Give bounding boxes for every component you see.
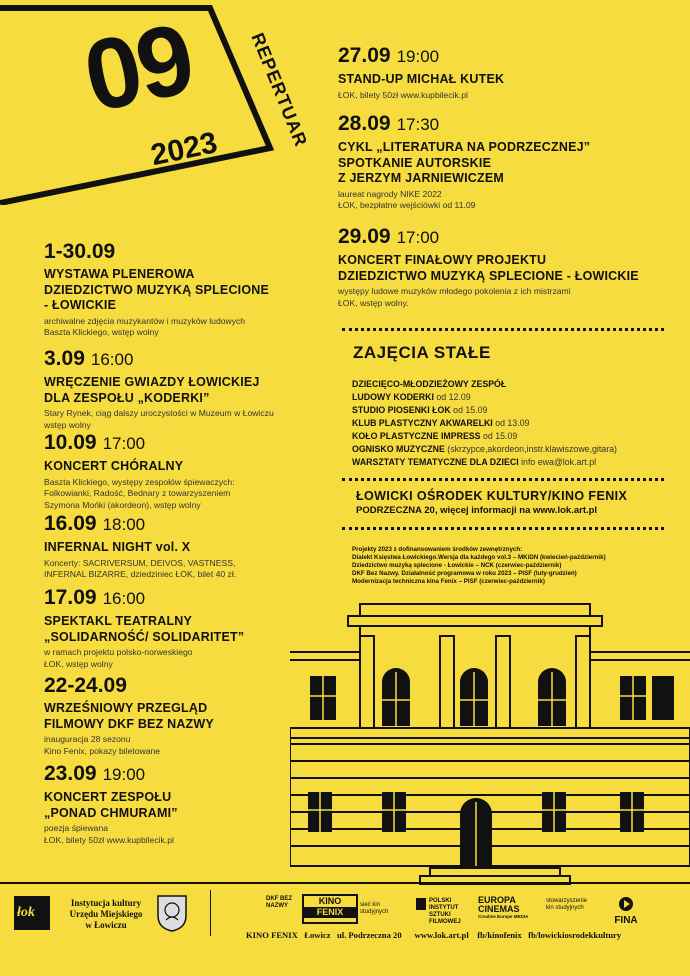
event-time: 17:00 xyxy=(396,228,440,247)
pisf-mark-icon xyxy=(416,898,426,910)
stale-note: info ewa@lok.art.pl xyxy=(518,457,597,467)
separator-3 xyxy=(342,527,664,530)
project-line: Modernizacja techniczna kina Fenix – PISF (czerwiec-październik) xyxy=(352,578,545,585)
event-date xyxy=(44,431,294,456)
event-date-text: 10.09 xyxy=(44,431,97,454)
kino-logo-text: KINO xyxy=(318,896,342,906)
event-description: Szymona Mońki (akordeon), wstęp wolny xyxy=(44,499,201,510)
stale-name: LUDOWY KODERKI xyxy=(352,392,434,402)
event-description: Baszta Klickiego, występy zespołów śpiewaczych: xyxy=(44,476,235,487)
dkf-logo-text: DKF BEZ NAZWY xyxy=(266,896,292,909)
event-description: poezja śpiewana xyxy=(44,823,109,833)
stale-row xyxy=(352,391,617,404)
event-description: Baszta Klickiego, wstęp wolny xyxy=(44,327,159,337)
event-title: KONCERT ZESPOŁU xyxy=(44,790,172,804)
event-time: 17:30 xyxy=(396,115,440,134)
stale-name: DZIECIĘCO-MŁODZIEŻOWY ZESPÓŁ xyxy=(352,379,507,389)
event-time: 18:00 xyxy=(102,515,146,534)
right-event xyxy=(338,112,668,212)
event-description: występy ludowe muzyków młodego pokolenia z ich mistrzami xyxy=(338,286,571,296)
event-time: 19:00 xyxy=(396,47,440,66)
event-description: INFERNAL BIZARRE, dziedziniec ŁOK, bilet 40 zł. xyxy=(44,569,237,579)
stale-name: OGNISKO MUZYCZNE xyxy=(352,444,445,454)
event-date xyxy=(44,674,294,698)
event-title: WRZEŚNIOWY PRZEGLĄD xyxy=(44,701,208,715)
right-event xyxy=(338,225,668,309)
projects-list xyxy=(352,546,606,586)
stale-heading: ZAJĘCIA STAŁE xyxy=(353,343,491,362)
left-event xyxy=(44,674,294,757)
event-date xyxy=(44,347,294,372)
stale-row xyxy=(352,417,617,430)
event-date-text: 23.09 xyxy=(44,762,97,785)
event-time: 17:00 xyxy=(102,434,146,453)
footer-divider xyxy=(210,890,211,936)
institution-text xyxy=(58,898,154,931)
city-crest-icon xyxy=(156,894,188,932)
institution-line: Urzędu Miejskiego xyxy=(69,909,143,919)
event-date-text: 1-30.09 xyxy=(44,240,116,263)
event-description: ŁOK, wstęp wolny. xyxy=(338,297,409,308)
event-title: KONCERT CHÓRALNY xyxy=(44,459,184,473)
event-title: DZIEDZICTWO MUZYKĄ SPLECIONE xyxy=(44,282,270,297)
event-title: „PONAD CHMURAMI” xyxy=(44,805,178,820)
stale-name: STUDIO PIOSENKI ŁOK xyxy=(352,405,451,415)
small-network-text: sieć kin studyjnych xyxy=(360,902,389,915)
stale-note: od 15.09 xyxy=(480,431,518,441)
small-network-logo xyxy=(360,902,400,916)
year-label: 2023 xyxy=(148,126,221,173)
stale-row xyxy=(352,443,617,456)
footer-rule xyxy=(0,882,690,884)
europa-logo-text: EUROPA CINEMAS xyxy=(478,895,520,914)
event-date xyxy=(44,512,294,537)
fina-logo-text: FINA xyxy=(614,915,638,926)
fenix-logo-text: FENIX xyxy=(304,907,356,918)
europa-sub-text: Creative Europe MEDIA xyxy=(478,914,529,919)
event-description: ŁOK, wstęp wolny xyxy=(44,658,113,669)
stale-list xyxy=(352,378,617,469)
event-description: laureat nagrody NIKE 2022 xyxy=(338,188,442,199)
month-number: 09 xyxy=(74,2,201,134)
repertuar-label: REPERTUAR xyxy=(247,30,312,150)
event-title: SPOTKANIE AUTORSKIE xyxy=(338,155,492,170)
lok-logo xyxy=(14,896,50,930)
left-event xyxy=(44,762,294,846)
pisf-logo-text: POLSKI INSTYTUT SZTUKI FILMOWEJ xyxy=(429,898,461,925)
project-line: Dziedzictwo muzyką splecione - Łowickie – NCK (czerwiec-październik) xyxy=(352,562,562,569)
kino-fenix-logo xyxy=(302,894,358,924)
footer-contact: KINO FENIX Łowicz ul. Podrzeczna 20 www.lok.art.pl fb/kinofenix fb/lowickiosrodekkultury xyxy=(246,930,622,940)
event-time: 16:00 xyxy=(90,350,134,369)
event-description: inauguracja 28 sezonu xyxy=(44,734,131,744)
project-line: Projekty 2023 z dofinansowaniem środków zewnętrznych: xyxy=(352,546,523,553)
stale-row xyxy=(352,404,617,417)
event-date xyxy=(44,762,294,787)
stale-note: od 13.09 xyxy=(492,418,530,428)
event-date xyxy=(338,44,668,69)
fina-logo xyxy=(604,896,648,927)
lok-logo-text: łok xyxy=(17,905,35,920)
event-description: Folkowianki, Radość, Bednary z towarzyszeniem xyxy=(44,488,231,498)
event-title: INFERNAL NIGHT vol. X xyxy=(44,540,191,554)
building-illustration xyxy=(290,596,690,886)
europa-cinemas-logo xyxy=(478,896,534,920)
event-title: Z JERZYM JARNIEWICZEM xyxy=(338,171,505,185)
event-date-text: 22-24.09 xyxy=(44,674,127,697)
event-title: WYSTAWA PLENEROWA xyxy=(44,267,195,281)
event-date xyxy=(44,586,294,611)
event-description: w ramach projektu polsko-norweskiego xyxy=(44,647,193,657)
left-event xyxy=(44,431,294,511)
institution-line: w Łowiczu xyxy=(85,920,127,930)
event-description: wstęp wolny xyxy=(44,419,91,430)
event-date-text: 29.09 xyxy=(338,225,391,248)
event-title: FILMOWY DKF BEZ NAZWY xyxy=(44,716,214,731)
institution-line: Instytucja kultury xyxy=(70,898,142,908)
left-event xyxy=(44,586,294,670)
event-title: DZIEDZICTWO MUZYKĄ SPLECIONE - ŁOWICKIE xyxy=(338,268,639,283)
left-event xyxy=(44,347,294,431)
stale-row xyxy=(352,430,617,443)
left-event xyxy=(44,240,294,339)
stale-name: KLUB PLASTYCZNY AKWARELKI xyxy=(352,418,493,428)
event-description: Koncerty: SACRIVERSUM, DEIVOS, VASTNESS, xyxy=(44,557,236,568)
stow-logo xyxy=(546,898,590,912)
event-date xyxy=(44,240,294,264)
event-description: archiwalne zdjęcia muzykantów i muzyków ludowych xyxy=(44,315,246,326)
event-date-text: 28.09 xyxy=(338,112,391,135)
stale-note: od 12.09 xyxy=(433,392,471,402)
event-date-text: 17.09 xyxy=(44,586,97,609)
event-title: SPEKTAKL TEATRALNY xyxy=(44,614,193,628)
event-date-text: 3.09 xyxy=(44,347,85,370)
event-date-text: 16.09 xyxy=(44,512,97,535)
event-date-text: 27.09 xyxy=(338,44,391,67)
event-date xyxy=(338,225,668,250)
center-line-1: ŁOWICKI OŚRODEK KULTURY/KINO FENIX xyxy=(356,489,628,503)
project-line: Dialekt Księstwa Łowickiego.Wersja dla każdego vol.3 – MKiDN (kwiecień-październik) xyxy=(352,554,606,561)
left-event xyxy=(44,512,294,581)
pisf-logo xyxy=(416,898,470,926)
center-line-2: PODRZECZNA 20, więcej informacji na www.lok.art.pl xyxy=(356,505,598,516)
event-date xyxy=(338,112,668,137)
right-event xyxy=(338,44,668,101)
stale-name: KOŁO PLASTYCZNE IMPRESS xyxy=(352,431,481,441)
stale-note: (skrzypce,akordeon,instr.klawiszowe,gitara) xyxy=(444,444,617,454)
dkf-logo xyxy=(266,896,296,910)
event-description: ŁOK, bezpłatne wejściówki od 11.09 xyxy=(338,200,476,210)
event-title: WRĘCZENIE GWIAZDY ŁOWICKIEJ xyxy=(44,375,260,389)
stale-note: od 15.09 xyxy=(450,405,488,415)
event-description: ŁOK, bilety 50zł www.kupbilecik.pl xyxy=(44,834,174,845)
project-line: DKF Bez Nazwy. Działalność programowa w roku 2023 – PISF (luty-grudzień) xyxy=(352,570,577,577)
event-time: 19:00 xyxy=(102,765,146,784)
event-title: KONCERT FINAŁOWY PROJEKTU xyxy=(338,253,547,267)
event-title: STAND-UP MICHAŁ KUTEK xyxy=(338,72,505,86)
stale-row xyxy=(352,378,617,391)
event-description: Stary Rynek, ciąg dalszy uroczystości w Muzeum w Łowiczu xyxy=(44,408,274,418)
separator-2 xyxy=(342,478,664,481)
stale-name: WARSZTATY TEMATYCZNE DLA DZIECI xyxy=(352,457,519,467)
event-description: ŁOK, bilety 50zł www.kupbilecik.pl xyxy=(338,89,468,100)
event-title: DLA ZESPOŁU „KODERKI” xyxy=(44,390,210,405)
event-description: Kino Fenix, pokazy biletowane xyxy=(44,745,161,756)
header-block xyxy=(0,0,312,205)
stow-logo-text: stowarzyszenie kin studyjnych xyxy=(546,898,588,911)
event-time: 16:00 xyxy=(102,589,146,608)
separator-1 xyxy=(342,328,664,331)
event-title: - ŁOWICKIE xyxy=(44,298,117,312)
play-icon xyxy=(618,896,634,912)
event-title: „SOLIDARNOŚĆ/ SOLIDARITET” xyxy=(44,629,245,644)
event-title: CYKL „LITERATURA NA PODRZECZNEJ” xyxy=(338,140,591,154)
stale-row xyxy=(352,456,617,469)
